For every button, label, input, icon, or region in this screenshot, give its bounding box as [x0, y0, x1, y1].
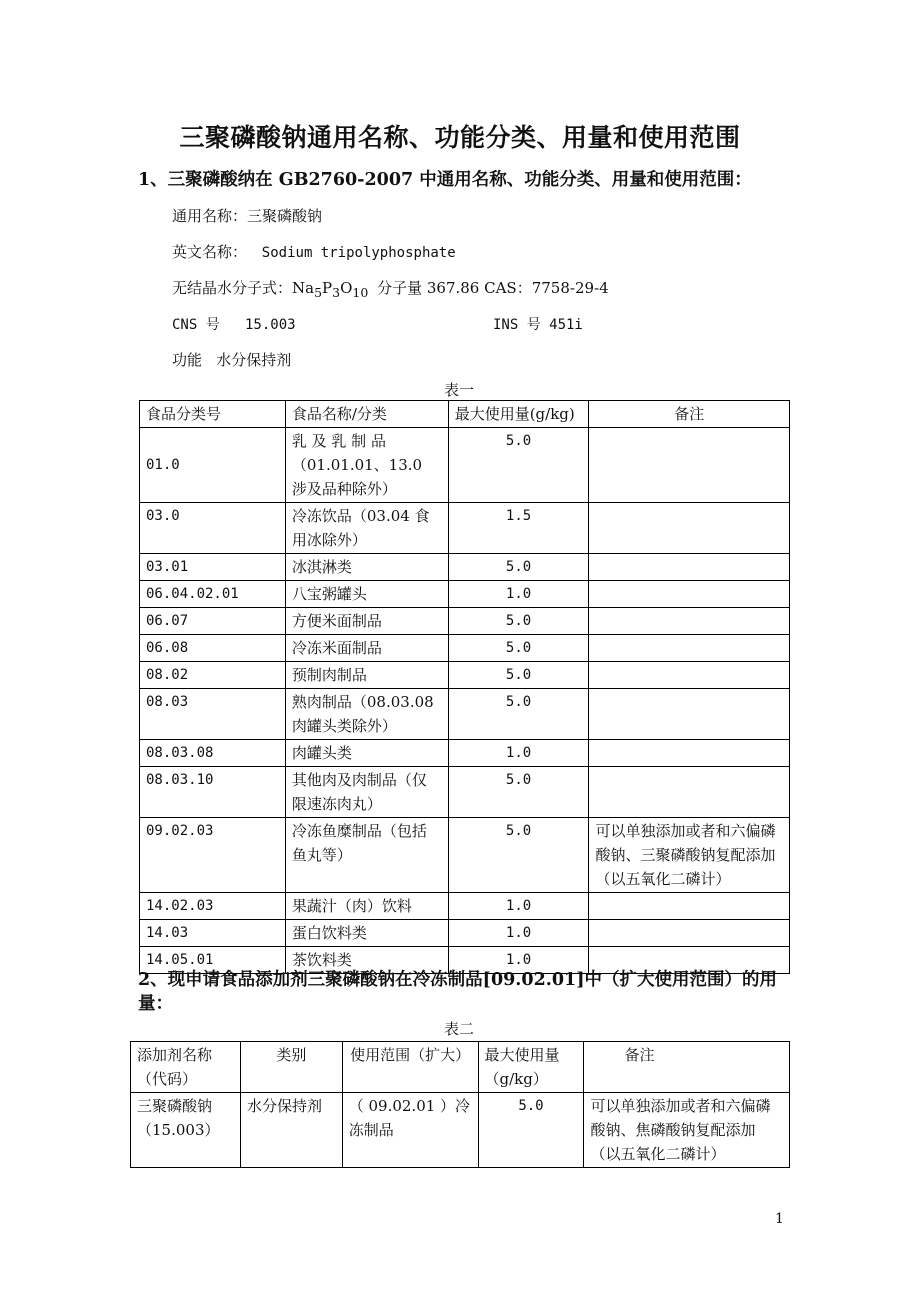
cell-remark — [589, 893, 790, 920]
cell-remark — [589, 920, 790, 947]
cell-food-name: 蛋白饮料类 — [285, 920, 448, 947]
cell-remark — [589, 554, 790, 581]
header-category-code: 食品分类号 — [140, 401, 286, 428]
section-1-heading: 1、三聚磷酸纳在 GB2760-2007 中通用名称、功能分类、用量和使用范围： — [138, 170, 752, 190]
cell-max-usage: 1.0 — [448, 581, 589, 608]
header-remark: 备注 — [589, 401, 790, 428]
cell-remark — [589, 581, 790, 608]
table-row — [140, 689, 790, 740]
cell-category-code: 08.03 — [140, 689, 286, 740]
common-name: 通用名称：三聚磷酸钠 — [172, 207, 323, 225]
cell-food-name: 方便米面制品 — [285, 608, 448, 635]
table-header-row — [131, 1042, 790, 1093]
cell-category-code: 14.05.01 — [140, 947, 286, 974]
english-name — [172, 241, 456, 262]
cell-max-usage: 5.0 — [448, 608, 589, 635]
cell-max-usage: 1.0 — [448, 920, 589, 947]
cell-food-name: 冷冻鱼糜制品（包括鱼丸等） — [285, 818, 448, 893]
cell-category-code: 06.07 — [140, 608, 286, 635]
cell-remark — [589, 503, 790, 554]
cell-max-usage: 5.0 — [448, 554, 589, 581]
header-scope: 使用范围（扩大） — [342, 1042, 478, 1093]
formula-label: 无结晶水分子式： — [172, 279, 293, 297]
cell-food-name: 果蔬汁（肉）饮料 — [285, 893, 448, 920]
table2-caption: 表二 — [444, 1020, 475, 1038]
table-row — [140, 767, 790, 818]
header-remark: 备注 — [584, 1042, 790, 1093]
cell-category-code: 08.02 — [140, 662, 286, 689]
cell-scope: （ 09.02.01 ）冷冻制品 — [342, 1093, 478, 1168]
table-row — [140, 662, 790, 689]
cell-remark — [589, 635, 790, 662]
cell-food-name: 八宝粥罐头 — [285, 581, 448, 608]
cell-remark: 可以单独添加或者和六偏磷酸钠、焦磷酸钠复配添加（以五氧化二磷计） — [584, 1093, 790, 1168]
cell-category-code: 08.03.10 — [140, 767, 286, 818]
formula: $Na_5P_3O_{10}$ — [292, 279, 369, 300]
cell-remark — [589, 689, 790, 740]
cell-food-name: 肉罐头类 — [285, 740, 448, 767]
cell-category-code: 09.02.03 — [140, 818, 286, 893]
cell-category-code: 03.0 — [140, 503, 286, 554]
table-header-row — [140, 401, 790, 428]
cell-max-usage: 1.0 — [448, 947, 589, 974]
cell-food-name: 冷冻米面制品 — [285, 635, 448, 662]
application-table — [130, 1041, 790, 1168]
cell-category-code: 06.04.02.01 — [140, 581, 286, 608]
cell-max-usage: 5.0 — [448, 689, 589, 740]
cell-max-usage: 1.0 — [448, 893, 589, 920]
page-number: 1 — [775, 1211, 784, 1227]
table-row — [140, 503, 790, 554]
table-row — [140, 920, 790, 947]
cell-max-usage: 5.0 — [448, 635, 589, 662]
cell-food-name: 乳 及 乳 制 品（01.01.01、13.0 涉及品种除外） — [285, 428, 448, 503]
function: 功能 水分保持剂 — [172, 351, 292, 369]
cell-category-code: 03.01 — [140, 554, 286, 581]
cell-max-usage: 5.0 — [448, 767, 589, 818]
table-row — [140, 608, 790, 635]
usage-table-body — [140, 428, 790, 974]
cell-food-name: 其他肉及肉制品（仅限速冻肉丸） — [285, 767, 448, 818]
cell-max-usage: 1.0 — [448, 740, 589, 767]
usage-table — [139, 400, 790, 974]
page-title: 三聚磷酸钠通用名称、功能分类、用量和使用范围 — [179, 123, 741, 152]
cell-max-usage: 5.0 — [448, 428, 589, 503]
header-class: 类别 — [240, 1042, 342, 1093]
cell-remark — [589, 767, 790, 818]
table-row — [140, 554, 790, 581]
header-food-name: 食品名称/分类 — [285, 401, 448, 428]
english-name-value: Sodium tripolyphosphate — [261, 245, 456, 261]
header-additive-name: 添加剂名称（代码） — [131, 1042, 241, 1093]
formula-line — [172, 277, 609, 300]
table1-caption: 表一 — [444, 381, 475, 399]
header-max-usage: 最大使用量(g/kg) — [448, 401, 589, 428]
table-row — [140, 740, 790, 767]
cell-food-name: 冷冻饮品（03.04 食用冰除外） — [285, 503, 448, 554]
table-row — [140, 893, 790, 920]
ins-number: INS 号 451i — [493, 317, 583, 333]
cell-class: 水分保持剂 — [240, 1093, 342, 1168]
english-name-label: 英文名称： — [172, 243, 248, 261]
cell-additive-name: 三聚磷酸钠（15.003） — [131, 1093, 241, 1168]
table-row — [140, 428, 790, 503]
cell-category-code: 08.03.08 — [140, 740, 286, 767]
cell-max-usage: 5.0 — [448, 662, 589, 689]
section-2-heading: 2、现申请食品添加剂三聚磷酸钠在冷冻制品[09.02.01]中（扩大使用范围）的用量： — [138, 970, 777, 1014]
table-row — [140, 818, 790, 893]
table-row — [140, 635, 790, 662]
cell-max-usage: 1.5 — [448, 503, 589, 554]
cell-food-name: 冰淇淋类 — [285, 554, 448, 581]
cell-category-code: 06.08 — [140, 635, 286, 662]
cell-category-code: 14.03 — [140, 920, 286, 947]
table-row — [140, 581, 790, 608]
cell-remark — [589, 740, 790, 767]
cell-food-name: 预制肉制品 — [285, 662, 448, 689]
cell-category-code: 01.0 — [140, 428, 286, 503]
cell-max-usage: 5.0 — [478, 1093, 584, 1168]
cell-max-usage: 5.0 — [448, 818, 589, 893]
cell-category-code: 14.02.03 — [140, 893, 286, 920]
molecular-weight-cas: 分子量 367.86 CAS：7758-29-4 — [377, 279, 609, 297]
cell-remark — [589, 428, 790, 503]
table-row — [131, 1093, 790, 1168]
cell-remark: 可以单独添加或者和六偏磷酸钠、三聚磷酸钠复配添加（以五氧化二磷计） — [589, 818, 790, 893]
cell-food-name: 茶饮料类 — [285, 947, 448, 974]
cell-food-name: 熟肉制品（08.03.08 肉罐头类除外） — [285, 689, 448, 740]
cns-number: CNS 号 15.003 — [172, 317, 296, 333]
header-max-usage: 最大使用量（g/kg） — [478, 1042, 584, 1093]
cell-remark — [589, 608, 790, 635]
cell-remark — [589, 662, 790, 689]
